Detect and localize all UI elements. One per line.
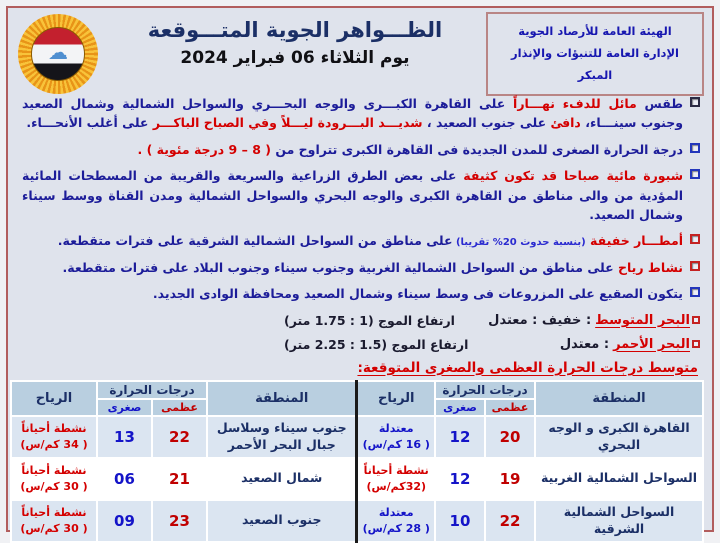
max-temp-cell: 23 — [152, 500, 207, 542]
wind-speed: ( 30 كم/س) — [20, 521, 88, 535]
sea-label-group — [488, 313, 700, 328]
wind-cell — [11, 416, 97, 458]
text-segment-highlight: شديـــد البـــرودة ليـــلاً وفي الصباح الباكـــر — [148, 115, 423, 131]
table-row — [11, 458, 703, 500]
region-cell: جنوب سيناء وسلاسل جبال البحر الأحمر — [207, 416, 357, 458]
wind-cell — [357, 416, 435, 458]
cloud-icon: ☁ — [48, 40, 68, 64]
text-segment: على جنوب الصعيد ، — [422, 115, 547, 131]
wind-speed: ( 28 كم/س) — [362, 521, 430, 535]
text-segment: على بعض الطرق الزراعية والسريعة والقريبة من المسطحات المائية المؤدية من والى مناطق من القاهرة الكبرى والوجه البحري والسواحل الشمالية ومدن القناة ووسط سيناء وشمال الصعيد. — [22, 168, 683, 222]
text-segment-highlight: دافئ — [546, 115, 581, 131]
region-cell: السواحل الشمالية الغربية — [535, 458, 703, 500]
bullet-text — [22, 231, 683, 251]
col-header-temps: درجات الحرارة — [435, 381, 535, 399]
text-segment: على مناطق من السواحل الشمالية الشرقية على فترات متقطعة. — [57, 233, 453, 249]
wind-description: معتدلة — [378, 506, 414, 520]
org-line2: الإدارة العامة للتنبؤات والإنذار المبكر — [511, 45, 679, 82]
text-segment: على مناطق من السواحل الشمالية الغربية وجنوب سيناء وجنوب البلاد على فترات متقطعة. — [62, 259, 614, 275]
list-item-wind-activity — [22, 258, 702, 277]
text-segment: درجة الحرارة الصغرى للمدن الجديدة فى القاهرة الكبرى تتراوح من — [270, 141, 683, 157]
wave-height: ارتفاع الموج (1 : 1.75 متر) — [284, 312, 455, 328]
text-segment: على القاهرة الكبـــرى والوجه البحـــري والسواحل الشمالية وشمال الصعيد وجنوب سينـــاء، — [22, 96, 683, 131]
org-line1: الهيئة العامة للأرصاد الجوية — [518, 24, 672, 38]
col-header-wind: الرياح — [11, 381, 97, 416]
wind-cell — [357, 458, 435, 500]
region-cell: شمال الصعيد — [207, 458, 357, 500]
wind-description: معتدلة — [378, 422, 414, 436]
wind-speed: (32كم/س) — [366, 479, 427, 493]
max-temp-cell: 21 — [152, 458, 207, 500]
bullet-text — [22, 166, 683, 224]
square-bullet-icon — [690, 97, 700, 107]
max-temp-cell: 22 — [152, 416, 207, 458]
bulletin-date: يوم الثلاثاء 06 فبراير 2024 — [180, 48, 410, 68]
sea-condition: : خفيف : معتدل — [488, 312, 592, 328]
text-segment-highlight: شبورة مائية صباحا قد تكون كثيفة — [456, 168, 684, 184]
wind-speed: ( 16 كم/س) — [362, 437, 430, 451]
wind-speed: ( 34 كم/س) — [20, 437, 88, 451]
square-bullet-icon — [690, 169, 700, 179]
min-temp-cell: 12 — [435, 458, 485, 500]
square-bullet-icon — [690, 234, 700, 244]
col-header-min: صغرى — [435, 399, 485, 416]
text-segment-highlight: نشاط رياح — [613, 259, 683, 275]
temperature-table — [10, 380, 704, 543]
min-temp-cell: 12 — [435, 416, 485, 458]
text-segment-highlight: ( 8 – 9 درجة مئوية ) . — [137, 141, 271, 157]
wind-cell — [357, 500, 435, 542]
sea-label-group — [560, 337, 700, 352]
title-block — [104, 12, 486, 68]
list-item-min-temp-new-cities — [22, 140, 702, 159]
meteorology-authority-logo-icon — [18, 14, 98, 94]
list-item-temperature-general — [22, 94, 702, 133]
col-header-min: صغرى — [97, 399, 152, 416]
list-item-rain — [22, 231, 702, 251]
org-name-box — [486, 12, 704, 96]
text-segment: يتكون الصقيع على المزروعات فى وسط سيناء وشمال الصعيد ومحافظة الوادى الجديد. — [152, 286, 683, 302]
square-bullet-icon — [690, 287, 700, 297]
text-segment-probability: (بنسبة حدوث 20% تقريبا) — [452, 237, 586, 249]
wind-speed: ( 30 كم/س) — [20, 479, 88, 493]
col-header-region: المنطقة — [535, 381, 703, 416]
max-temp-cell: 19 — [485, 458, 535, 500]
col-header-wind: الرياح — [357, 381, 435, 416]
sea-name: البحر الأحمر — [613, 336, 690, 352]
square-bullet-icon — [690, 143, 700, 153]
col-header-max: عظمى — [152, 399, 207, 416]
wind-description: نشطة أحياناً — [21, 422, 87, 436]
wind-description: نشطة أحياناً — [21, 464, 87, 478]
sea-name: البحر المتوسط — [595, 312, 690, 328]
square-bullet-icon — [690, 261, 700, 271]
sea-state-mediterranean — [16, 313, 704, 328]
table-row — [11, 416, 703, 458]
bullet-text — [22, 94, 683, 133]
sea-state-red-sea — [16, 337, 704, 352]
page-title: الظـــواهر الجوية المتـــوقعة — [147, 18, 443, 42]
col-header-max: عظمى — [485, 399, 535, 416]
flag-circle-icon — [31, 27, 85, 81]
max-temp-cell: 20 — [485, 416, 535, 458]
max-temp-cell: 22 — [485, 500, 535, 542]
text-segment: طقس — [636, 96, 683, 111]
region-cell: السواحل الشمالية الشرقية — [535, 500, 703, 542]
table-row — [11, 500, 703, 542]
list-item-fog — [22, 166, 702, 224]
min-temp-cell: 09 — [97, 500, 152, 542]
region-cell: القاهرة الكبرى و الوجه البحري — [535, 416, 703, 458]
text-segment-highlight: مائل للدفء نهـــاراً — [505, 96, 637, 111]
text-segment-highlight: أمطـــار خفيفة — [585, 233, 683, 249]
list-item-frost — [22, 284, 702, 303]
region-cell: جنوب الصعيد — [207, 500, 357, 542]
bulletin-frame — [6, 6, 714, 536]
bulletin-header — [16, 12, 704, 88]
square-bullet-icon — [692, 316, 700, 324]
wind-description: نشطة أحياناً — [363, 464, 429, 478]
wave-height: ارتفاع الموج (1.5 : 2.25 متر) — [284, 336, 469, 352]
table-header — [11, 381, 703, 416]
col-header-temps: درجات الحرارة — [97, 381, 207, 399]
wind-cell — [11, 500, 97, 542]
bullet-text — [22, 140, 683, 159]
col-header-region: المنطقة — [207, 381, 357, 416]
sea-condition: : معتدل — [559, 336, 610, 352]
min-temp-cell: 10 — [435, 500, 485, 542]
wind-cell — [11, 458, 97, 500]
min-temp-cell: 06 — [97, 458, 152, 500]
temperature-table-heading: متوسط درجات الحرارة العظمى والصغرى المتوقعة: — [357, 359, 698, 376]
bullet-text — [22, 258, 683, 277]
text-segment: على أغلب الأنحـــاء. — [26, 115, 149, 131]
square-bullet-icon — [692, 340, 700, 348]
phenomena-list — [16, 94, 704, 304]
bullet-text — [22, 284, 683, 303]
wind-description: نشطة أحياناً — [21, 506, 87, 520]
min-temp-cell: 13 — [97, 416, 152, 458]
